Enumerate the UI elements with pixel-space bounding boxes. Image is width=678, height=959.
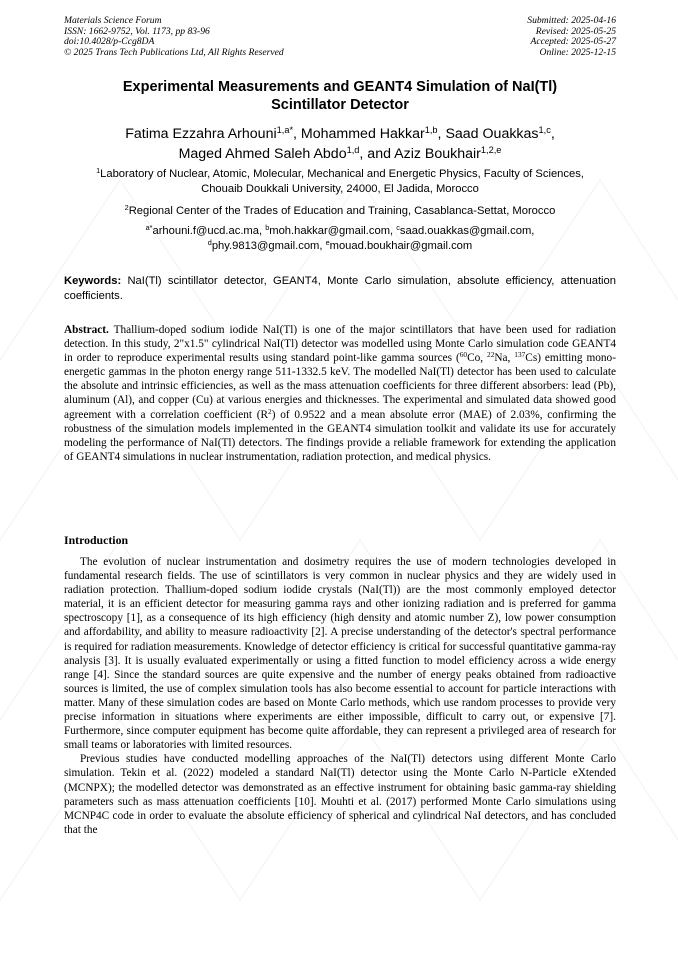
author-name: Fatima Ezzahra Arhouni [125, 126, 277, 142]
affiliation-number: 2 [124, 203, 129, 212]
abstract-text: ) of 0.9522 and a mean absolute error (MAE) of 2.03%, confirming the robustness of the simulation models implemented in the GEANT4 simulation toolkit and validate its use for accurately modeling the performance of NaI(Tl) detectors. The findings provide a reliable framework for extending the application of GEANT4 simulations in nuclear instrumentation, radiation protection, and medical physics. [64, 408, 616, 463]
author-affiliation-mark: 1,a* [276, 124, 294, 135]
email-e[interactable]: mouad.boukhair@gmail.com [329, 239, 473, 252]
issn-line: ISSN: 1662-9752, Vol. 1173, pp 83-96 [64, 25, 210, 37]
revised-date: Revised: 2025-05-25 [535, 25, 616, 37]
isotope-symbol: Co, [467, 352, 488, 365]
keywords-text: NaI(Tl) scintillator detector, GEANT4, Monte Carlo simulation, absolute efficiency, attenuation coefficients. [64, 275, 616, 302]
introduction-body [64, 555, 616, 837]
author-affiliation-mark: 1,c [538, 124, 551, 135]
keywords-label: Keywords: [64, 275, 122, 287]
email-a[interactable]: arhouni.f@ucd.ac.ma, [152, 225, 266, 237]
author-separator: , [437, 126, 446, 142]
affiliation-2 [64, 204, 616, 219]
author-list [64, 125, 616, 164]
email-mark: e [325, 237, 330, 247]
isotope-mass-number: 137 [514, 350, 526, 360]
isotope-symbol: Na, [494, 352, 515, 365]
abstract-text: Thallium-doped sodium iodide NaI(Tl) is one of the major scintillators that have been used for radiation detection. In this study, 2"x1.5" cylindrical NaI(Tl) detector was modelled using Monte Carlo simulation code GEANT4 in order to reproduce experimental results using standard point-like gamma sources ( [64, 324, 616, 365]
author-separator: , [293, 126, 301, 142]
affiliation-1-line-1: Laboratory of Nuclear, Atomic, Molecular, Mechanical and Energetic Physics, Faculty of Sciences, [100, 168, 584, 180]
accepted-date: Accepted: 2025-05-27 [530, 36, 616, 48]
author-affiliation-mark: 1,2,e [480, 144, 502, 155]
isotope-mass-number: 60 [459, 350, 468, 360]
introduction-paragraph-1: The evolution of nuclear instrumentation and dosimetry requires the use of modern technologies developed in fundamental research fields. The use of scintillators is very common in nuclear physics and they are widely used in radiation protection. Thallium-doped sodium iodide crystals (NaI(Tl)) are the most commonly employed detector material, it is an efficient detector for measuring gamma rays and other ionizing radiation and is preferred for gamma spectroscopy [1], as a consequence of its high efficiency (high density and atomic number Z), low power consumption and affordability, and ability to measure radioactivity [2]. A precise understanding of the detector's spectral performance is required for radiation measurements. Knowledge of detector efficiency is critical for successful quantitative gamma-ray analysis [3]. It is usually evaluated experimentally or using a fitted function to model efficiency across a wide energy range [4]. Since the standard sources are quite expensive and the number of energy peaks obtained from radioactive sources is limited, the use of complex simulation tools has also become essential to account for particle interactions with matter. Many of these simulation codes are based on Monte Carlo methods, which use random processes to provide very precise information in situations where experiments are either impossible, difficult to carry out, or expensive [7]. Furthermore, since computer equipment has become quite affordable, they can represent a privileged area of research for small teams or laboratories with limited resources. [64, 556, 616, 752]
keywords-block [64, 274, 616, 303]
header-left [64, 16, 284, 58]
online-date: Online: 2025-12-15 [539, 46, 616, 58]
author-name: Saad Ouakkas [445, 126, 539, 142]
author-name: Mohammed Hakkar [300, 126, 425, 142]
author-emails [64, 224, 616, 253]
affiliation-number: 1 [96, 166, 101, 175]
email-mark: d [207, 237, 212, 247]
submitted-date: Submitted: 2025-04-16 [527, 15, 616, 26]
author-affiliation-mark: 1,b [424, 124, 438, 135]
affiliation-1 [64, 167, 616, 196]
author-separator: , and [359, 145, 395, 162]
doi-line: doi:10.4028/p-Ccg8DA [64, 36, 155, 48]
affiliation-2-text: Regional Center of the Trades of Education and Training, Casablanca-Settat, Morocco [128, 205, 556, 217]
affiliation-1-line-2: Chouaib Doukkali University, 24000, El Jadida, Morocco [201, 182, 479, 195]
abstract-block [64, 323, 616, 464]
author-separator: , [550, 126, 555, 142]
author-name: Aziz Boukhair [394, 145, 481, 162]
author-affiliation-mark: 1,d [346, 144, 360, 155]
email-c[interactable]: saad.ouakkas@gmail.com, [399, 225, 535, 237]
abstract-text: Cs) emitting mono-energetic gammas in the photon energy range 511-1332.5 keV. The modelled NaI(Tl) detector has been used to calculate the absolute and intrinsic efficiencies, as well as the mass attenuation coefficients for three different absorbers: lead (Pb), aluminum (Al), and copper (Cu) at various energies and thicknesses. The experimental and simulated data showed good agreement with a correlation coefficient (R [64, 352, 616, 421]
r-squared-exponent: 2 [268, 406, 272, 416]
paper-title [64, 79, 616, 114]
journal-name: Materials Science Forum [64, 15, 162, 26]
email-mark: a* [145, 223, 153, 232]
copyright-line: © 2025 Trans Tech Publications Ltd, All Rights Reserved [64, 46, 284, 58]
abstract-label: Abstract. [64, 324, 109, 336]
email-d[interactable]: phy.9813@gmail.com, [211, 239, 326, 252]
email-b[interactable]: moh.hakkar@gmail.com, [269, 225, 397, 237]
author-name: Maged Ahmed Saleh Abdo [178, 145, 347, 162]
introduction-heading: Introduction [64, 533, 129, 547]
introduction-paragraph-2: Previous studies have conducted modelling approaches of the NaI(Tl) detectors using different Monte Carlo simulation. Tekin et al. (2022) modeled a standard NaI(Tl) detector using the Monte Carlo N-Particle eXtended (MCNPX); the modelled detector was demonstrated as an effective instrument for obtaining basic gamma-ray shielding parameters such as mass attenuation coefficients [10]. Mouhti et al. (2017) performed Monte Carlo simulations using MCNP4C code in order to evaluate the absolute efficiency of spherical and cylindrical NaI detectors, and has concluded that the [64, 753, 616, 836]
email-mark: b [265, 223, 270, 232]
isotope-mass-number: 22 [487, 350, 495, 360]
title-line-2: Scintillator Detector [271, 96, 409, 113]
email-mark: c [396, 223, 400, 232]
title-line-1: Experimental Measurements and GEANT4 Simulation of NaI(Tl) [122, 79, 558, 95]
header-right [527, 16, 616, 58]
